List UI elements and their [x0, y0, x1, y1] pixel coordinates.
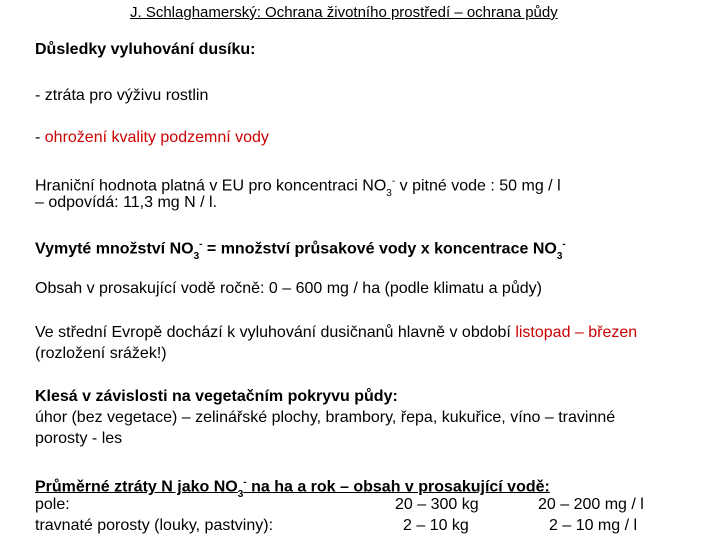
row-mgl: 20 – 200 mg / l	[538, 496, 644, 513]
eu-limit-line2: – odpovídá: 11,3 mg N / l.	[35, 194, 218, 211]
page-header: J. Schlaghamerský: Ochrana životního prostředí – ochrana půdy	[130, 4, 558, 21]
row-label: travnaté porosty (louky, pastviny):	[35, 517, 274, 534]
subscript-3: 3	[193, 250, 200, 262]
subscript-3: 3	[556, 250, 563, 262]
subscript-3: 3	[386, 187, 392, 199]
losses-heading-text: Průměrné ztráty N jako NO	[35, 478, 238, 496]
superscript-minus: -	[243, 477, 247, 488]
formula-line	[35, 234, 566, 266]
decline-line1: úhor (bez vegetace) – zelinářské plochy, brambory, řepa, kukuřice, víno – travinné	[35, 409, 616, 426]
bullet-nutrient-loss: - ztráta pro výživu rostlin	[35, 87, 209, 104]
europe-text: Ve střední Evropě dochází k vyluhování dusičnanů hlavně v období	[35, 324, 516, 341]
row-kg: 2 – 10 kg	[403, 517, 469, 534]
bullet-prefix: -	[35, 129, 45, 146]
decline-heading: Klesá v závislosti na vegetačním pokryvu půdy:	[35, 388, 398, 405]
losses-heading-rest: na ha a rok – obsah v prosakující vodě:	[246, 478, 550, 496]
decline-line2: porosty - les	[35, 430, 123, 447]
row-kg: 20 – 300 kg	[395, 496, 479, 513]
europe-line1	[35, 322, 637, 343]
europe-line2: (rozložení srážek!)	[35, 345, 167, 362]
seepage-content: Obsah v prosakující vodě ročně: 0 – 600 mg / ha (podle klimatu a půdy)	[35, 280, 542, 297]
bullet-groundwater-threat	[35, 127, 269, 148]
losses-row	[35, 515, 715, 536]
subscript-3: 3	[237, 488, 244, 500]
formula-left: Vymyté množství NO	[35, 240, 194, 258]
row-mgl: 2 – 10 mg / l	[549, 517, 638, 534]
formula-right: = množství průsakové vody x koncentrace NO	[202, 240, 557, 258]
superscript-minus: -	[562, 239, 566, 250]
groundwater-threat-text: ohrožení kvality podzemní vody	[44, 129, 269, 146]
row-label: pole:	[35, 496, 70, 513]
superscript-minus: -	[199, 239, 203, 250]
eu-limit-value: v pitné vode : 50 mg / l	[395, 177, 561, 195]
losses-row	[35, 494, 715, 515]
europe-period: listopad – březen	[515, 324, 638, 341]
superscript-minus: -	[391, 176, 396, 187]
heading-nitrogen-leaching: Důsledky vyluhování dusíku:	[35, 41, 256, 58]
eu-limit-text: Hraniční hodnota platná v EU pro koncentraci NO	[35, 177, 387, 195]
